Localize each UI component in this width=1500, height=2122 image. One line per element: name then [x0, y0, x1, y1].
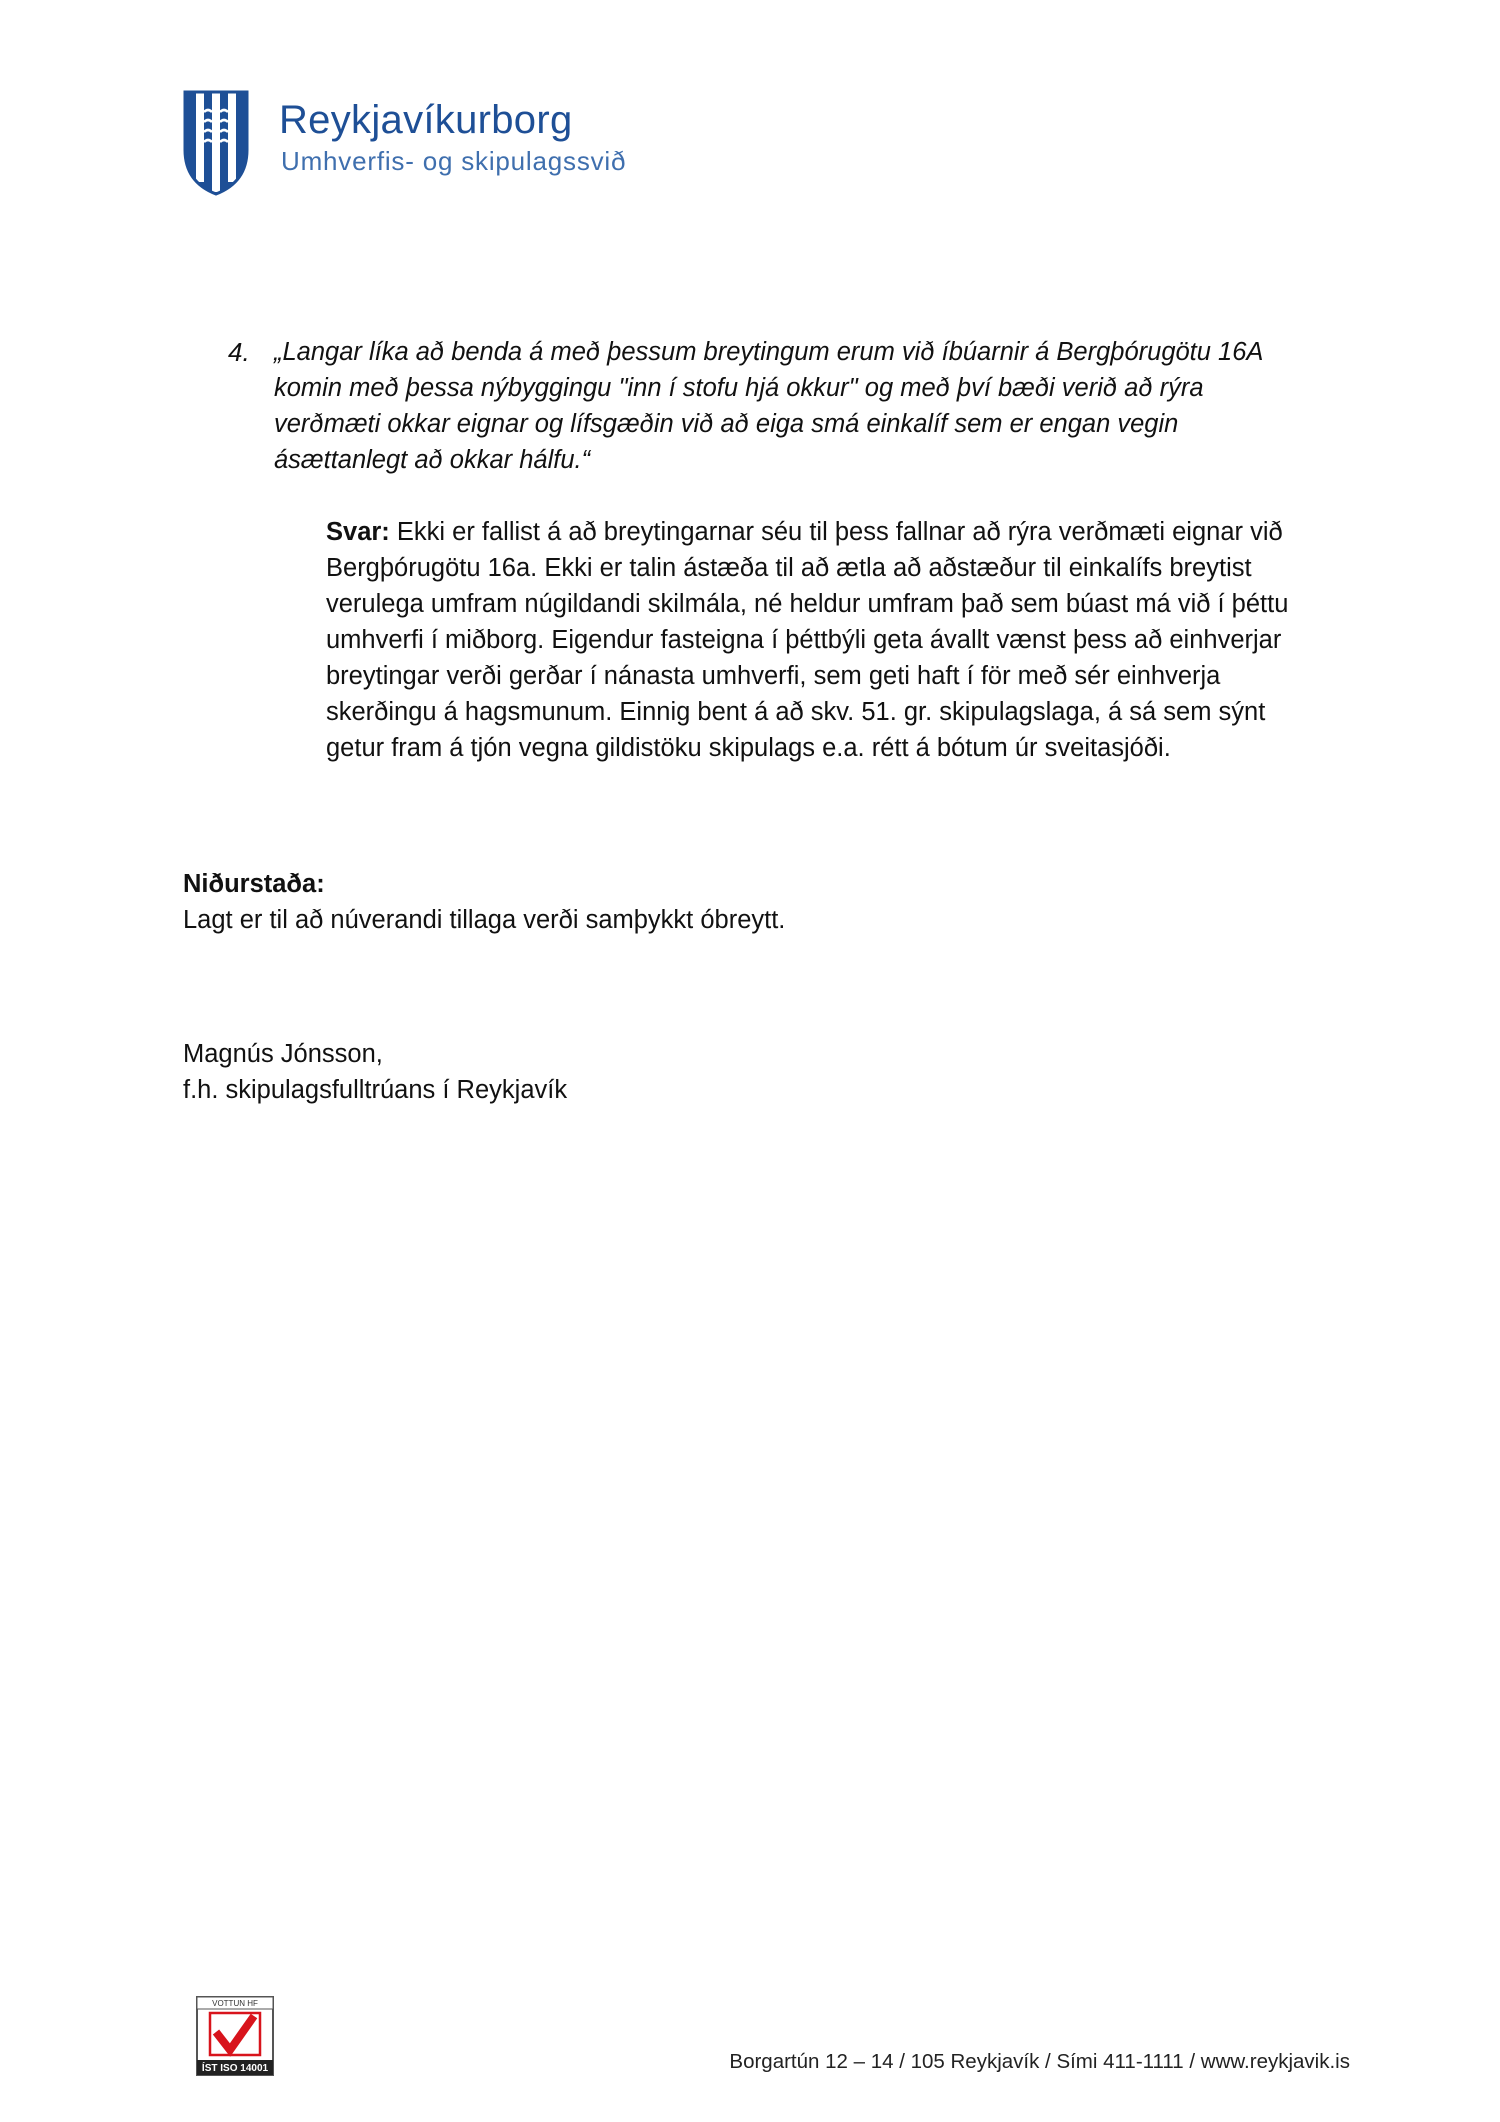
conclusion-heading: Niðurstaða: [183, 870, 325, 898]
answer-text: Ekki er fallist á að breytingarnar séu til þess fallnar að rýra verðmæti eignar við Bergþórugötu 16a. Ekki er talin ástæða til að ætla að aðstæður til einkalífs breytist verulega umfram núgildandi skilmála, né heldur umfram það sem búast má við í þéttu umhverfi í miðborg. Eigendur fasteigna í þéttbýli geta ávallt vænst þess að einhverjar breytingar verði gerðar í nánasta umhverfi, sem geti haft í för með sér einhverja skerðingu á hagsmunum. Einnig bent á að skv. 51. gr. skipulagslaga, á sá sem sýnt getur fram á tjón vegna gildistöku skipulags e.a. rétt á bótum úr sveitasjóði. [326, 518, 1289, 762]
cert-top-label: VOTTUN HF [212, 1999, 258, 2008]
signatory-title: f.h. skipulagsfulltrúans í Reykjavík [183, 1076, 568, 1104]
iso-certification-icon [196, 1996, 274, 2076]
signatory-name: Magnús Jónsson, [183, 1040, 383, 1068]
answer-paragraph [326, 514, 1326, 766]
reykjavik-crest-icon [183, 90, 249, 196]
comment-number: 4. [228, 337, 250, 367]
footer-contact: Borgartún 12 – 14 / 105 Reykjavík / Sími 411-1111 / www.reykjavik.is [729, 2050, 1350, 2073]
conclusion-text: Lagt er til að núverandi tillaga verði samþykkt óbreytt. [183, 906, 786, 934]
cert-bottom-label: ÍST ISO 14001 [201, 2063, 269, 2074]
department-name: Umhverfis- og skipulagssvið [281, 146, 627, 176]
org-name: Reykjavíkurborg [279, 98, 573, 142]
answer-label: Svar: [326, 518, 390, 546]
header-logo [183, 90, 627, 200]
comment-text: „Langar líka að benda á með þessum breytingum erum við íbúarnir á Bergþórugötu 16A komin með þessa nýbyggingu "inn í stofu hjá okkur" og með því bæði verið að rýra verðmæti okkar eignar og lífsgæðin við að eiga smá einkalíf sem er engan vegin ásættanlegt að okkar hálfu.“ [274, 338, 1263, 474]
signature-block [183, 1036, 567, 1108]
conclusion-section [183, 866, 1283, 938]
